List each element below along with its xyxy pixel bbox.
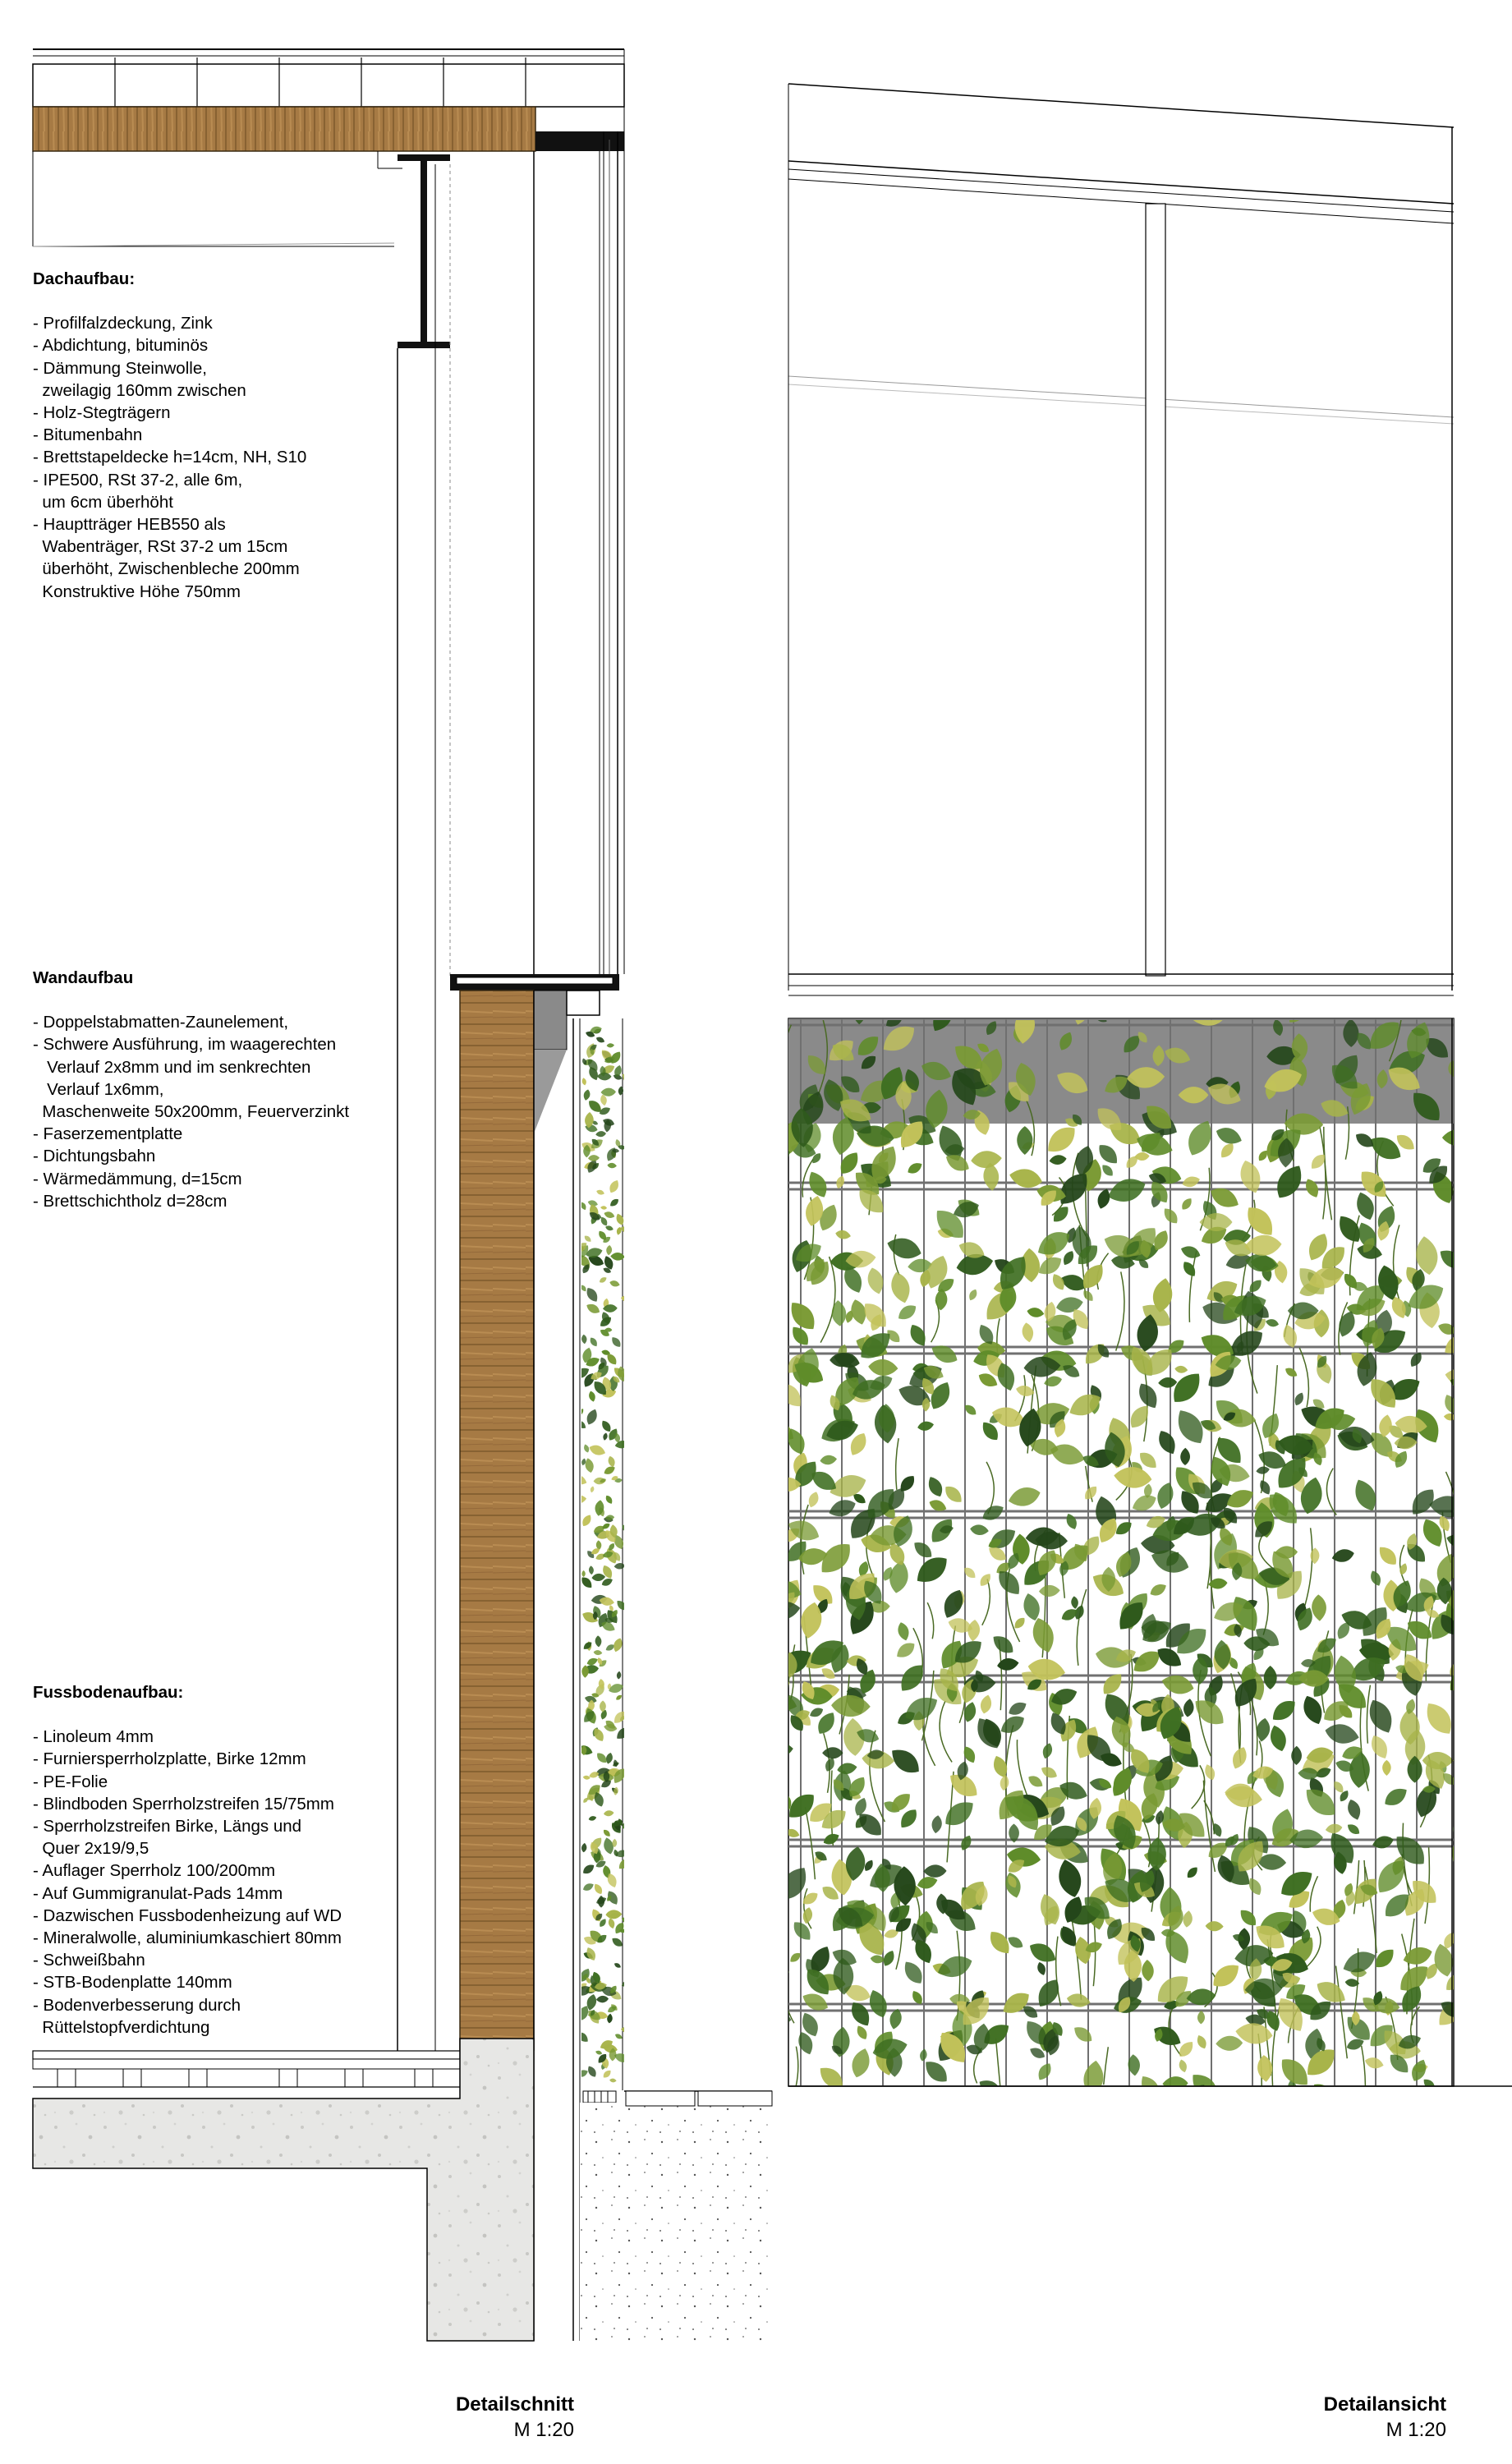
section-caption <box>456 2392 574 2443</box>
note-item: - Dämmung Steinwolle, <box>33 358 207 378</box>
note-item: - Dazwischen Fussbodenheizung auf WD <box>33 1905 342 1925</box>
note-item: - Abdichtung, bituminös <box>33 336 209 356</box>
section-scale: M 1:20 <box>513 2419 574 2441</box>
elevation-caption <box>1324 2392 1446 2443</box>
note-item: Maschenweite 50x200mm, Feuerverzinkt <box>33 1102 350 1122</box>
note-item: zweilagig 160mm zwischen <box>33 380 246 400</box>
section-title: Detailschnitt <box>455 2393 574 2416</box>
note-item: Quer 2x19/9,5 <box>33 1839 149 1859</box>
note-item: - Brettstapeldecke h=14cm, NH, S10 <box>33 448 307 467</box>
note-item: - PE-Folie <box>33 1772 108 1791</box>
note-item: - Schweißbahn <box>33 1951 145 1970</box>
note-item: - Auf Gummigranulat-Pads 14mm <box>33 1883 283 1903</box>
note-item: - Profilfalzdeckung, Zink <box>33 314 213 333</box>
note-item: - Bitumenbahn <box>33 425 143 445</box>
note-item: überhöht, Zwischenbleche 200mm <box>33 559 300 579</box>
note-item: - Blindboden Sperrholzstreifen 15/75mm <box>33 1794 334 1814</box>
roof-notes <box>33 268 394 603</box>
note-item: Rüttelstopfverdichtung <box>33 2017 210 2037</box>
floor-notes <box>33 1681 394 2039</box>
elevation-glazing <box>788 84 1454 995</box>
elevation-scale: M 1:20 <box>1386 2419 1446 2441</box>
note-item: - Furniersperrholzplatte, Birke 12mm <box>33 1749 306 1769</box>
note-item: Verlauf 2x8mm und im senkrechten <box>33 1057 311 1077</box>
note-item: Konstruktive Höhe 750mm <box>33 582 241 601</box>
note-item: - STB-Bodenplatte 140mm <box>33 1973 232 1993</box>
note-item: - Bodenverbesserung durch <box>33 1995 241 2015</box>
note-item: - Linoleum 4mm <box>33 1727 154 1747</box>
note-item: - Auflager Sperrholz 100/200mm <box>33 1861 276 1881</box>
roof-list <box>33 312 394 603</box>
elevation-title: Detailansicht <box>1323 2393 1446 2416</box>
note-item: um 6cm überhöht <box>33 492 173 512</box>
note-item: - Wärmedämmung, d=15cm <box>33 1169 242 1188</box>
steel-beam-heb550 <box>398 154 450 348</box>
note-item: - IPE500, RSt 37-2, alle 6m, <box>33 470 243 490</box>
note-item: Verlauf 1x6mm, <box>33 1079 164 1099</box>
note-item: - Sperrholzstreifen Birke, Längs und <box>33 1817 302 1837</box>
roof-build-up <box>33 49 624 246</box>
floor-list <box>33 1726 394 2039</box>
note-item: - Holz-Stegträgern <box>33 403 171 423</box>
note-item: Wabenträger, RSt 37-2 um 15cm <box>33 537 288 557</box>
note-item: - Mineralwolle, aluminiumkaschiert 80mm <box>33 1928 342 1948</box>
wall-notes <box>33 967 394 1212</box>
note-item: - Schwere Ausführung, im waagerechten <box>33 1035 337 1055</box>
note-item: - Dichtungsbahn <box>33 1147 156 1166</box>
note-item: - Brettschichtholz d=28cm <box>33 1191 227 1211</box>
note-item: - Hauptträger HEB550 als <box>33 515 226 535</box>
note-item: - Faserzementplatte <box>33 1124 183 1144</box>
elevation-trellis <box>755 999 1512 2141</box>
wall-list <box>33 1011 394 1212</box>
floor-heading: Fussbodenaufbau: <box>33 1683 184 1702</box>
wall-heading: Wandaufbau <box>33 968 134 987</box>
floor-build-up <box>33 2039 773 2341</box>
note-item: - Doppelstabmatten-Zaunelement, <box>33 1013 289 1032</box>
roof-heading: Dachaufbau: <box>33 269 136 288</box>
